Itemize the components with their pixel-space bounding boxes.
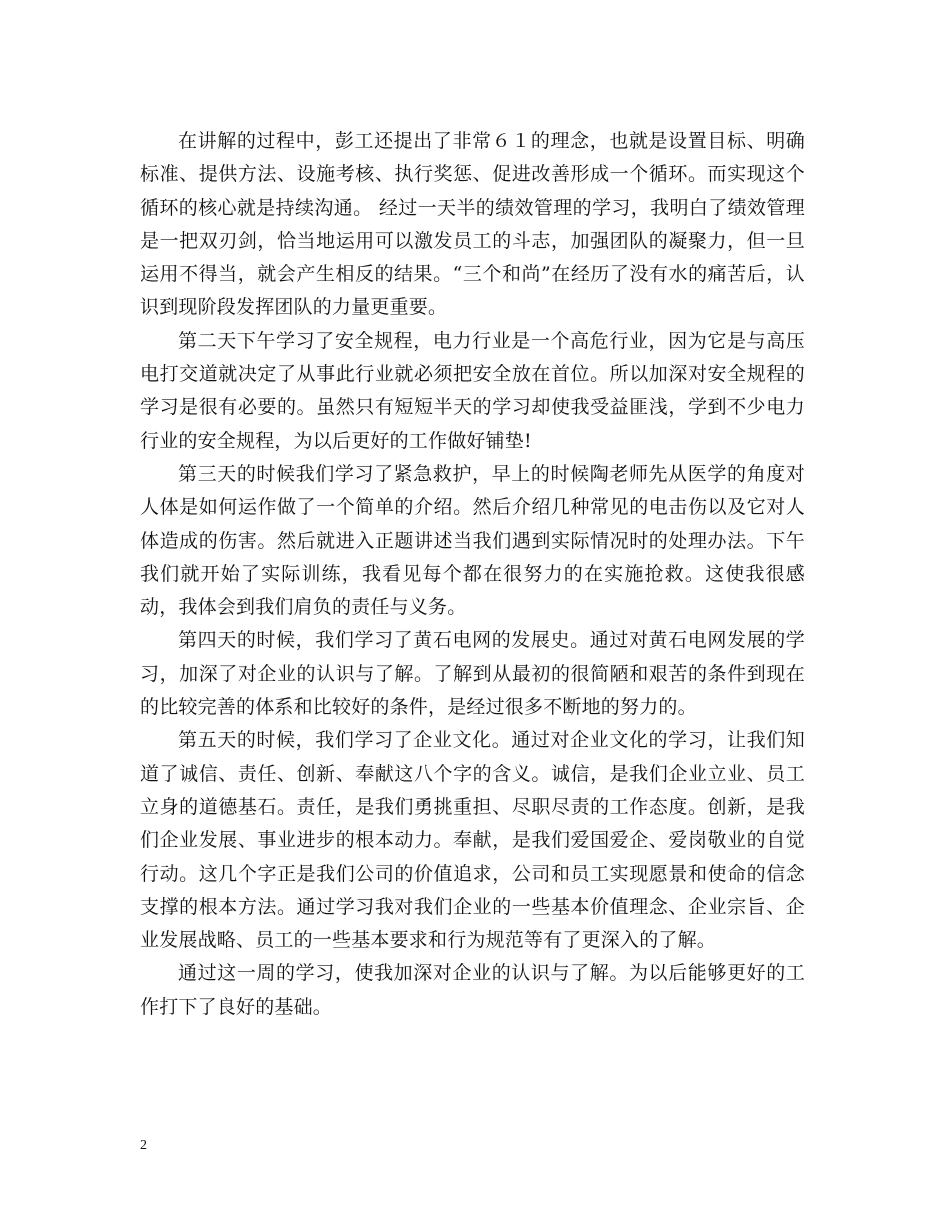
page-number: 2 [140,1138,147,1153]
document-body [140,125,805,1024]
paragraph-grid-history: 第四天的时候，我们学习了黄石电网的发展史。通过对黄石电网发展的学习，加深了对企业的认识与了解。了解到从最初的很简陋和艰苦的条件到现在的比较完善的体系和比较好的条件，是经过很多不断地的努力的。 [140,629,805,719]
paragraph-corporate-culture: 第五天的时候，我们学习了企业文化。通过对企业文化的学习，让我们知道了诚信、责任、创新、奉献这八个字的含义。诚信，是我们企业立业、员工立身的道德基石。责任，是我们勇挑重担、尽职尽责的工作态度。创新，是我们企业发展、事业进步的根本动力。奉献，是我们爱国爱企、爱岗敬业的自觉行动。这几个字正是我们公司的价值追求，公司和员工实现愿景和使命的信念支撑的根本方法。通过学习我对我们企业的一些基本价值理念、企业宗旨、企业发展战略、员工的一些基本要求和行为规范等有了更深入的了解。 [140,729,805,952]
paragraph-performance-management: 在讲解的过程中，彭工还提出了非常６１的理念，也就是设置目标、明确标准、提供方法、设施考核、执行奖惩、促进改善形成一个循环。而实现这个循环的核心就是持续沟通。 经过一天半的绩效管理的学习，我明白了绩效管理是一把双刃剑，恰当地运用可以激发员工的斗志，加强团队的凝聚力，但一旦运用不得当，就会产生相反的结果。“三个和尚”在经历了没有水的痛苦后，认识到现阶段发挥团队的力量更重要。 [140,130,805,319]
paragraph-conclusion: 通过这一周的学习，使我加深对企业的认识与了解。为以后能够更好的工作打下了良好的基础。 [140,962,805,1018]
paragraph-emergency-rescue: 第三天的时候我们学习了紧急救护，早上的时候陶老师先从医学的角度对人体是如何运作做了一个简单的介绍。然后介绍几种常见的电击伤以及它对人体造成的伤害。然后就进入正题讲述当我们遇到实际情况时的处理办法。下午我们就开始了实际训练，我看见每个都在很努力的在实施抢救。这使我很感动，我体会到我们肩负的责任与义务。 [140,462,805,619]
paragraph-safety-rules: 第二天下午学习了安全规程，电力行业是一个高危行业，因为它是与高压电打交道就决定了从事此行业就必须把安全放在首位。所以加深对安全规程的学习是很有必要的。虽然只有短短半天的学习却使我受益匪浅，学到不少电力行业的安全规程，为以后更好的工作做好铺垫! [140,329,805,452]
